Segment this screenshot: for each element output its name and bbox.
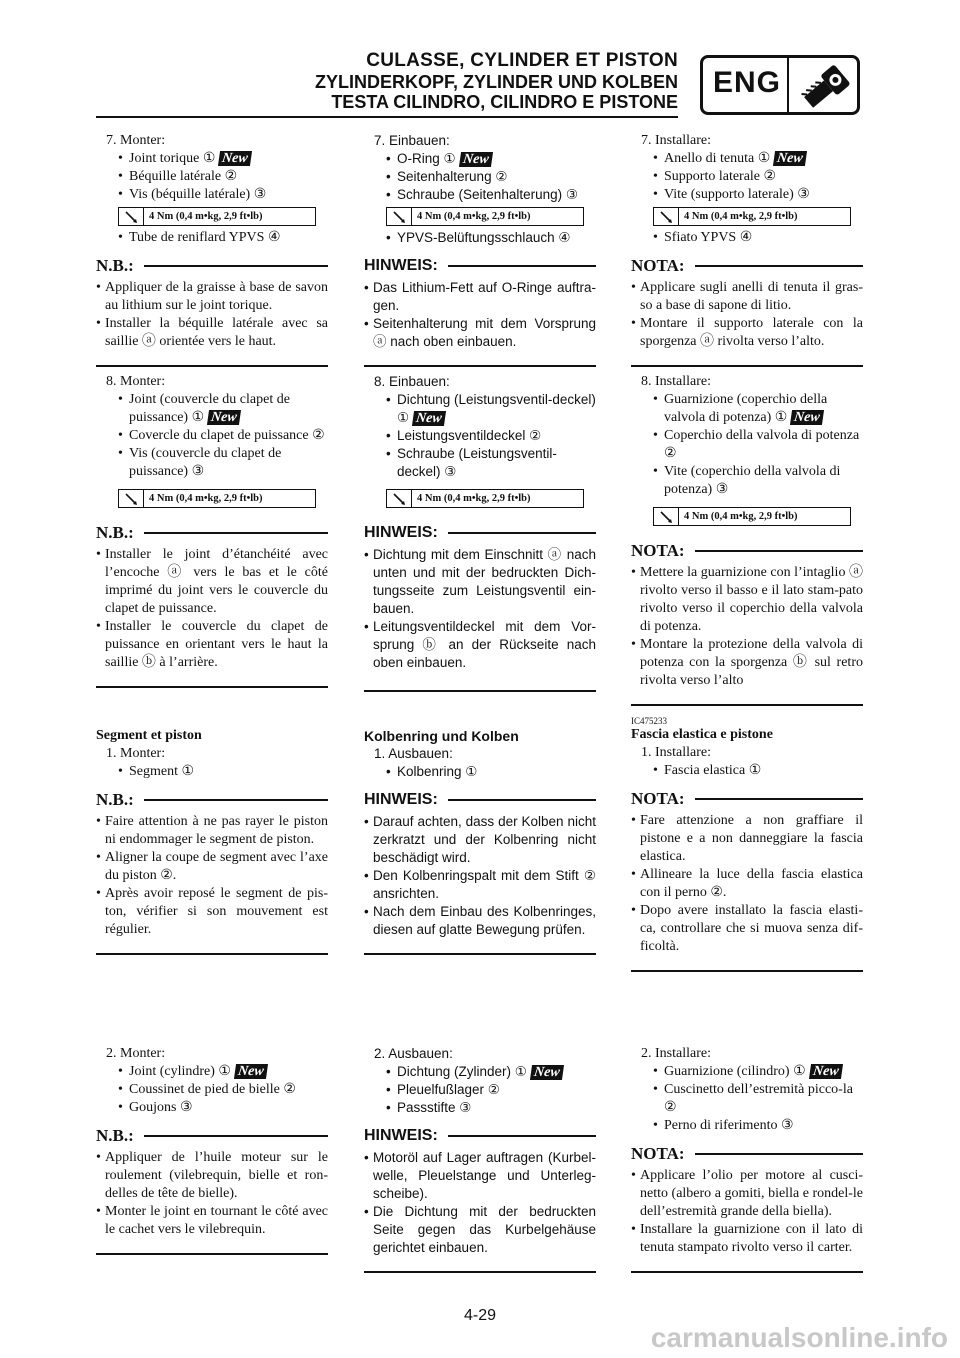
section-badge [700,55,860,115]
de-block-piston-ring [364,727,596,955]
part-item: • Perno di riferimento ③ [653,1117,863,1135]
part-item: • Cuscinetto dell’estremità picco-la ② [653,1081,863,1117]
note-item: • Applicare l’olio per motore al cusci-netto (albero a gomiti, biella e rondel-le dell’estremità grande della biella). [631,1167,863,1221]
note-heading: NOTA: [631,542,863,560]
fr-block-cylinder [96,1045,328,1255]
note-list [364,546,596,672]
note-heading: N.B.: [96,1127,328,1145]
note-item: • Das Lithium-Fett auf O-Ringe auftra-gen. [364,279,596,315]
block-end-rule [631,1271,863,1273]
step-label: 1. Installare: [641,745,711,760]
note-item: • Die Dichtung mit der bedruckten Seite gegen das Kurbelgehäuse gerichtet einbauen. [364,1203,596,1257]
part-list [386,1063,596,1117]
it-block-step7 [631,132,863,367]
note-list [364,813,596,939]
new-part-badge: New [773,151,807,166]
note-item: • Monter le joint en tournant le côté avec le cachet vers le vilebrequin. [96,1203,328,1239]
header-title-de: ZYLINDERKOPF, ZYLINDER UND KOLBEN [314,72,678,92]
torque-value: 4 Nm (0,4 m•kg, 2,9 ft•lb) [149,210,263,222]
part-item: • Segment ① [118,763,328,781]
note-item: • Den Kolbenringspalt mit dem Stift ② ansrichten. [364,867,596,903]
block-end-rule [96,686,328,688]
note-item: • Installer la béquille latérale avec sa saillie ⓐ orientée vers le haut. [96,315,328,351]
part-item: • Guarnizione (coperchio della valvola di potenza) ① New [653,391,863,427]
header-title-it: TESTA CILINDRO, CILINDRO E PISTONE [331,92,678,112]
note-list [631,564,863,690]
note-list [631,812,863,956]
fr-block-step8 [96,373,328,688]
step-label: 2. Monter: [106,1046,166,1061]
note-heading: HINWEIS: [364,524,596,542]
de-block-step7 [364,132,596,367]
torque-spec [386,489,584,508]
part-item: • Schraube (Seitenhalterung) ③ [386,186,596,204]
part-item: • Vite (coperchio della valvola di potenza) ③ [653,463,863,499]
step-label: 7. Monter: [106,133,166,148]
part-list [653,391,863,499]
part-item: • Joint torique ① New [118,150,328,168]
note-item: • Applicare sugli anelli di tenuta il gras-so a base di sapone di litio. [631,279,863,315]
torque-value: 4 Nm (0,4 m•kg, 2,9 ft•lb) [417,210,531,222]
fr-block-step7 [96,132,328,367]
part-item: • Dichtung (Zylinder) ① New [386,1063,596,1081]
note-heading: N.B.: [96,524,328,542]
part-item: • Vite (supporto laterale) ③ [653,186,863,204]
part-item: • Sfiato YPVS ④ [653,229,863,247]
it-block-piston-ring [631,716,863,972]
new-part-badge: New [809,1064,843,1079]
part-item: • Seitenhalterung ② [386,168,596,186]
reference-code: IC475233 [631,716,667,726]
step-label: 2. Ausbauen: [374,1046,453,1061]
note-item: • Installer le joint d’étanchéité avec l’encoche ⓐ vers le bas et le côté imprimé du joint vers le couvercle du clapet de puissance. [96,546,328,618]
note-item: • Seitenhalterung mit dem Vorsprung ⓐ nach oben einbauen. [364,315,596,351]
torque-spec [118,207,316,226]
de-block-cylinder [364,1045,596,1273]
step-label: 2. Installare: [641,1046,711,1061]
de-block-step8 [364,373,596,692]
section-title: Fascia elastica e pistone [631,727,773,742]
block-end-rule [631,970,863,972]
torque-wrench-icon [654,508,679,525]
it-block-step8 [631,373,863,706]
note-item: • Dopo avere installato la fascia elasti-ca, controllare che si muova senza dif-ficoltà. [631,902,863,956]
torque-wrench-icon [387,490,412,507]
note-item: • Motoröl auf Lager auftragen (Kurbel-welle, Pleuelstange und Unterleg-scheibe). [364,1149,596,1203]
part-item: • Guarnizione (cilindro) ① New [653,1063,863,1081]
note-heading: HINWEIS: [364,1127,596,1145]
part-list [118,763,328,781]
part-item: • Anello di tenuta ① New [653,150,863,168]
new-part-badge: New [459,152,493,167]
step-label: 7. Installare: [641,133,711,148]
step-label: 8. Installare: [641,374,711,389]
part-list [386,229,596,247]
torque-spec [653,207,851,226]
part-item: • YPVS-Belüftungsschlauch ④ [386,229,596,247]
note-item: • Montare la protezione della valvola di potenza con la sporgenza ⓑ sul retro rivolta verso l’alto [631,636,863,690]
block-end-rule [364,690,596,692]
new-part-badge: New [412,411,446,426]
section-title: Segment et piston [96,728,202,743]
step-label: 8. Monter: [106,374,166,389]
part-item: • O-Ring ① New [386,150,596,168]
note-item: • Dichtung mit dem Einschnitt ⓐ nach unten und mit der bedruckten Dich-tungsseite zum Leistungsventil ein-bauen. [364,546,596,618]
block-end-rule [96,953,328,955]
note-list [631,1167,863,1257]
torque-wrench-icon [119,490,144,507]
block-end-rule [364,365,596,367]
header-title-fr: CULASSE, CYLINDER ET PISTON [366,50,678,71]
note-item: • Montare il supporto laterale con la sporgenza ⓐ rivolta verso l’alto. [631,315,863,351]
part-item: • Covercle du clapet de puissance ② [118,427,328,445]
new-part-badge: New [790,410,824,425]
note-list [364,279,596,351]
part-list [386,391,596,481]
new-part-badge: New [234,1064,268,1079]
part-list [118,229,328,247]
note-list [364,1149,596,1257]
part-item: • Joint (couvercle du clapet de puissance) ① New [118,391,328,427]
step-label: 8. Einbauen: [374,374,450,389]
part-list [118,391,328,481]
note-list [96,546,328,672]
torque-value: 4 Nm (0,4 m•kg, 2,9 ft•lb) [417,492,531,504]
new-part-badge: New [207,410,241,425]
note-item: • Installer le couvercle du clapet de puissance en orientant vers le haut la saillie ⓑ à l’arrière. [96,618,328,672]
it-block-cylinder [631,1045,863,1273]
torque-spec [118,489,316,508]
part-item: • Dichtung (Leistungsventil-deckel) ① New [386,391,596,427]
note-item: • Mettere la guarnizione con l’intaglio ⓐ rivolto verso il basso e il lato stam-pato rivolto verso il coperchio della valvola di potenza. [631,564,863,636]
note-item: • Après avoir reposé le segment de pis-ton, vérifier si son mouvement est régulier. [96,885,328,939]
note-item: • Darauf achten, dass der Kolben nicht zerkratzt und der Kolbenring nicht beschädigt wird. [364,813,596,867]
note-item: • Leitungsventildeckel mit dem Vor-sprung ⓑ an der Rückseite nach oben einbauen. [364,618,596,672]
watermark: carmanualsonline.info [650,1322,948,1353]
part-item: • Passstifte ③ [386,1099,596,1117]
part-item: • Schraube (Leistungsventil-deckel) ③ [386,445,596,481]
note-heading: NOTA: [631,257,863,275]
fr-block-piston-ring [96,727,328,955]
part-item: • Vis (béquille latérale) ③ [118,186,328,204]
note-heading: N.B.: [96,257,328,275]
torque-value: 4 Nm (0,4 m•kg, 2,9 ft•lb) [684,210,798,222]
note-heading: NOTA: [631,1145,863,1163]
torque-wrench-icon [654,208,679,225]
part-item: • Tube de reniflard YPVS ④ [118,229,328,247]
part-list [653,150,863,204]
part-list [118,1063,328,1117]
torque-wrench-icon [387,208,412,225]
note-list [96,813,328,939]
note-list [96,279,328,351]
part-item: • Leistungsventildeckel ② [386,427,596,445]
part-item: • Béquille latérale ② [118,168,328,186]
step-label: 7. Einbauen: [374,133,450,148]
part-item: • Kolbenring ① [386,763,596,781]
section-title: Kolbenring und Kolben [364,728,519,744]
note-list [96,1149,328,1239]
part-item: • Fascia elastica ① [653,762,863,780]
torque-wrench-icon [119,208,144,225]
note-item: • Fare attenzione a non graffiare il pistone e a non danneggiare la fascia elastica. [631,812,863,866]
note-item: • Faire attention à ne pas rayer le piston ni endommager le segment de piston. [96,813,328,849]
new-part-badge: New [530,1065,564,1080]
part-item: • Pleuelfußlager ② [386,1081,596,1099]
torque-spec [653,507,851,526]
part-item: • Vis (couvercle du clapet de puissance) ③ [118,445,328,481]
badge-divider [787,58,789,112]
step-label: 1. Monter: [106,746,166,761]
torque-value: 4 Nm (0,4 m•kg, 2,9 ft•lb) [684,510,798,522]
wrench-bolt-icon [797,62,857,112]
page-number: 4-29 [463,1307,497,1324]
note-item: • Installare la guarnizione con il lato di tenuta stampato rivolto verso il carter. [631,1221,863,1257]
part-item: • Coperchio della valvola di potenza ② [653,427,863,463]
note-heading: N.B.: [96,791,328,809]
part-list [386,150,596,204]
note-item: • Appliquer de la graisse à base de savon au lithium sur le joint torique. [96,279,328,315]
note-item: • Allineare la luce della fascia elastica con il perno ②. [631,866,863,902]
note-heading: HINWEIS: [364,791,596,809]
part-list [653,1063,863,1135]
note-item: • Nach dem Einbau des Kolbenringes, diesen auf glatte Bewegung prüfen. [364,903,596,939]
header-rule [96,116,678,118]
new-part-badge: New [218,151,252,166]
torque-spec [386,207,584,226]
part-list [118,150,328,204]
note-item: • Appliquer de l’huile moteur sur le roulement (vilebrequin, bielle et ron-delles de tête de bielle). [96,1149,328,1203]
note-item: • Aligner la coupe de segment avec l’axe du piston ②. [96,849,328,885]
section-badge-label: ENG [713,66,782,99]
block-end-rule [631,704,863,706]
part-item: • Supporto laterale ② [653,168,863,186]
part-list [653,762,863,780]
part-list [386,763,596,781]
block-end-rule [364,953,596,955]
part-item: • Joint (cylindre) ① New [118,1063,328,1081]
part-list [653,229,863,247]
block-end-rule [631,365,863,367]
block-end-rule [364,1271,596,1273]
note-heading: NOTA: [631,790,863,808]
step-label: 1. Ausbauen: [374,746,453,761]
block-end-rule [96,365,328,367]
part-item: • Goujons ③ [118,1099,328,1117]
note-heading: HINWEIS: [364,257,596,275]
torque-value: 4 Nm (0,4 m•kg, 2,9 ft•lb) [149,492,263,504]
part-item: • Coussinet de pied de bielle ② [118,1081,328,1099]
note-list [631,279,863,351]
block-end-rule [96,1253,328,1255]
